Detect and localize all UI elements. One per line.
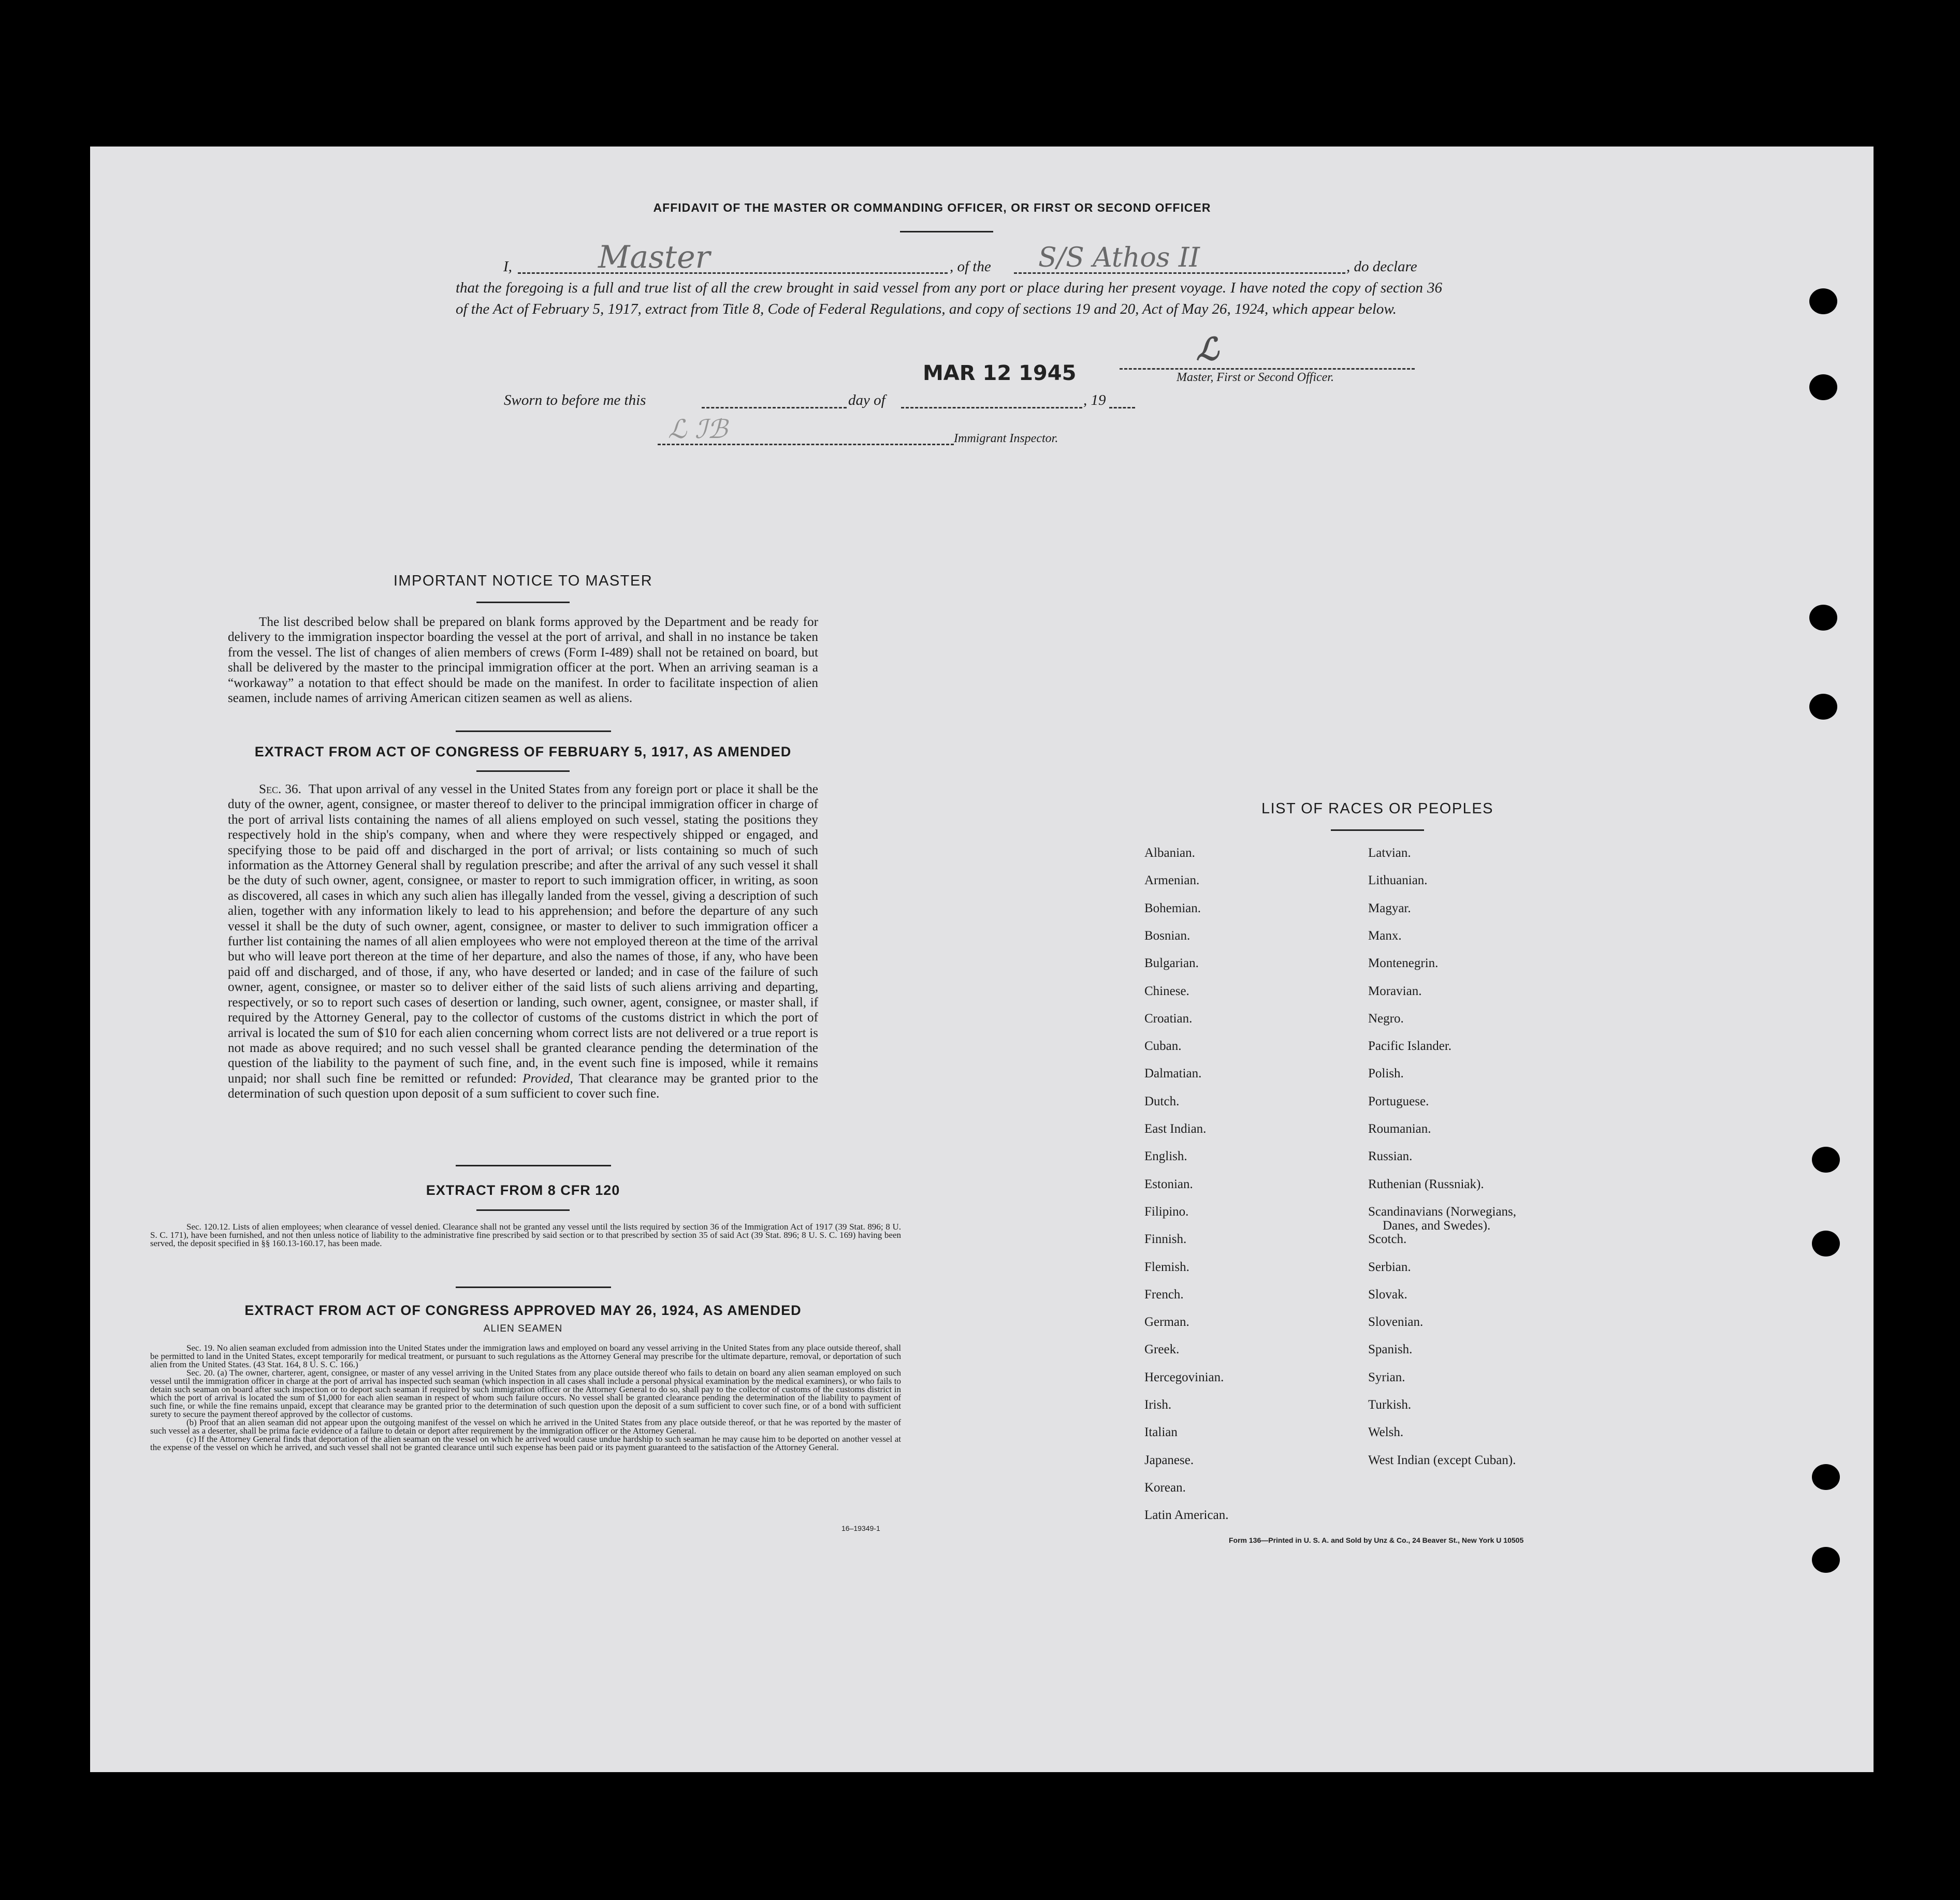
extract-1924-body (150, 1344, 901, 1452)
section-20c-text: (c) If the Attorney General finds that deportation of the alien seaman on the vessel on which he arrived would cause undue hardship to such seaman he may cause him to be deported on another vessel at the expense of the vessel on which he arrived, and such vessel shall not be granted clearance until such expense has been paid or its payment guaranteed to the satisfaction of the Attorney General. (150, 1434, 901, 1452)
race-item: Bosnian. (1144, 928, 1190, 943)
section-19-text: Sec. 19. No alien seaman excluded from admission into the United States under the immigration laws and employed on board any vessel arriving in the United States from any place outside thereof, shall be permitted to land in the United States, except temporarily for medical treatment, or pursuant to such regulations as the Attorney General may prescribe for the ultimate departure, removal, or deportation of such alien from the United States. (43 Stat. 164, 8 U. S. C. 166.) (150, 1343, 901, 1369)
race-item: Flemish. (1144, 1260, 1189, 1274)
race-item: Lithuanian. (1368, 873, 1428, 888)
sworn-year-line (1109, 407, 1135, 408)
race-item: Latin American. (1144, 1508, 1229, 1523)
provided-word: Provided, (522, 1071, 573, 1086)
extract-1917-rule (476, 770, 570, 772)
race-item: Russian. (1368, 1149, 1413, 1164)
cfr-bottom-rule (456, 1287, 611, 1288)
punch-hole (1812, 1231, 1840, 1256)
affidavit-body: that the foregoing is a full and true list of all the crew brought in said vessel from any port or place during her present voyage. I have noted the copy of section 36 of the Act of February 5, 1917, extract from Title 8, Code of Federal Regulations, and copy of sections 19 and 20, Act of May 26, 1924, which appear below. (456, 280, 1442, 317)
race-item: Slovak. (1368, 1287, 1407, 1302)
cfr-body: Sec. 120.12. Lists of alien employees; when clearance of vessel denied. Clearance shall not be granted any vessel until the lists required by section 36 of the Immigration Act of 1917 (39 Stat. 896; 8 U. S. C. 171), have been furnished, and not then unless notice of liability to the administrative fine prescribed by said section or to that prescribed by section 35 of said Act (39 Stat. 896; 8 U. S. C. 169) having been served, the deposit specified in §§ 160.13-160.17, has been made. (150, 1222, 901, 1248)
race-item: Hercegovinian. (1144, 1370, 1224, 1384)
race-item: Welsh. (1368, 1425, 1404, 1440)
cfr-rule (476, 1209, 570, 1211)
race-item: Manx. (1368, 928, 1402, 943)
race-item: Dalmatian. (1144, 1066, 1202, 1081)
race-item: Croatian. (1144, 1011, 1193, 1026)
race-item: Scandinavians (Norwegians, (1368, 1204, 1517, 1219)
race-item: West Indian (except Cuban). (1368, 1453, 1516, 1467)
punch-hole (1809, 288, 1837, 314)
extract-1917-body (228, 782, 818, 1102)
section-36-label: Sec. 36. (259, 782, 301, 796)
race-item: Negro. (1368, 1011, 1404, 1026)
extract-1924-title: EXTRACT FROM ACT OF CONGRESS APPROVED MAY 26, 1924, AS AMENDED (244, 1303, 802, 1318)
race-item: Greek. (1144, 1342, 1180, 1357)
races-rule (1331, 829, 1424, 831)
extract-1917-title: EXTRACT FROM ACT OF CONGRESS OF FEBRUARY 5, 1917, AS AMENDED (254, 744, 792, 759)
section-36-text: That upon arrival of any vessel in the United States from any foreign port or place it shall be the duty of the owner, agent, consignee, or master thereof to deliver to the principal immigration officer in charge of the port of arrival lists containing the names of all aliens employed on such vessel, stating the positions they respectively hold in the ship's company, when and where they were respectively shipped or engaged, and specifying those to be paid off and discharged in the port of arrival; or lists containing so much of such information as the Attorney General shall by regulation prescribe; and after the arrival of any such vessel it shall be the duty of such owner, agent, consignee, or master to report to such immigration officer, in writing, as soon as discovered, all cases in which any such alien has illegally landed from the vessel, giving a description of such alien, together with any information likely to lead to his apprehension; and before the departure of any such vessel it shall be the duty of such owner, agent, consignee, or master to deliver to such immigration officer a further list containing the names of all alien employees who were not employed thereon at the time of the arrival but who will leave port thereon at the time of her departure, and also the names of those, if any, who have been paid off and discharged, and of those, if any, who have deserted or landed; and in case of the failure of such owner, agent, consignee, or master so to deliver either of the said lists of such aliens arriving and departing, respectively, or so to report such cases of desertion or landing, such owner, agent, consignee, or master shall, if required by the Attorney General, pay to the collector of customs of the customs district in which the port of arrival is located the sum of $10 for each alien concerning whom correct lists are not delivered or a true report is not made as above required; and no such vessel shall be granted clearance pending the determination of the question of the liability to the payment of such fine, and, in the event such fine is imposed, while it remains unpaid; nor shall such fine be remitted or refunded: (228, 782, 818, 1086)
race-item: Filipino. (1144, 1204, 1189, 1219)
title-rule (900, 231, 993, 232)
race-item: Slovenian. (1368, 1315, 1424, 1329)
race-item: Turkish. (1368, 1398, 1412, 1412)
notice-rule (476, 602, 570, 603)
race-item: Serbian. (1368, 1260, 1411, 1274)
race-item: Portuguese. (1368, 1094, 1429, 1108)
signature-caption: Master, First or Second Officer. (1177, 371, 1334, 384)
section-20b-text: (b) Proof that an alien seaman did not appear upon the outgoing manifest of the vessel on which he arrived in the United States from any place outside thereof, or that he was reported by the master of such vessel as a deserter, shall be prima facie evidence of a failure to detain or deport after requirement by the immigration officer or the Attorney General. (150, 1417, 901, 1436)
notice-title: IMPORTANT NOTICE TO MASTER (393, 573, 653, 589)
cfr-title: EXTRACT FROM 8 CFR 120 (426, 1182, 620, 1198)
races-title: LIST OF RACES OR PEOPLES (1261, 800, 1494, 817)
handwritten-vessel: S/S Athos II (1038, 242, 1200, 273)
date-stamp: MAR 12 1945 (923, 361, 1077, 385)
inspector-signature: ℒ ℐℬ (668, 414, 728, 444)
notice-body: The list described below shall be prepared on blank forms approved by the Department and be ready for delivery to the immigration inspector boarding the vessel at the port of arrival, and shall in no instance be taken from the vessel. The list of changes of alien members of crews (Form I-489) shall not be retained on board, but shall be delivered by the master to the principal immigration officer at the port. When an arriving seaman is a “workaway” a notation to that effect should be made on the manifest. In order to facilitate inspection of alien seamen, include names of arriving American citizen seamen as well as aliens. (228, 615, 818, 706)
race-item: Chinese. (1144, 984, 1189, 998)
name-line (518, 272, 948, 274)
notice-bottom-rule (456, 730, 611, 732)
punch-hole (1809, 605, 1837, 631)
affidavit-i-label: I, (503, 258, 512, 275)
section-36-end: That clearance may be granted prior to the determination of such question upon deposit of a sum sufficient to cover such fine. (228, 1071, 819, 1101)
race-item: Montenegrin. (1368, 956, 1439, 971)
race-item: Magyar. (1368, 901, 1411, 915)
section-20a-text: Sec. 20. (a) The owner, charterer, agent, consignee, or master of any vessel arriving in the United States from any place outside thereof who fails to detain on board any alien seaman employed on such vessel until the immigration officer in charge at the port of arrival has inspected such seaman (which inspection in all cases shall include a personal physical examination by the medical examiners), or who fails to detain such seaman on board after such inspection or to deport such seaman if required by such immigration officer or the Attorney General to do so, shall pay to the collector of customs of the customs district in which the port of arrival is located the sum of $1,000 for each alien seaman in respect of whom such failure occurs. No vessel shall be granted clearance pending the determination of the liability to payment of such fine, or while the fine remains unpaid, except that clearance may be granted prior to the determination of such question upon the deposit of a sum sufficient to cover such fine, or of a bond with sufficient surety to secure the payment thereof approved by the collector of customs. (150, 1368, 901, 1419)
inspector-caption: Immigrant Inspector. (954, 432, 1058, 445)
race-item: Roumanian. (1368, 1122, 1431, 1136)
print-code: 16–19349-1 (841, 1524, 880, 1532)
race-item: Cuban. (1144, 1039, 1182, 1054)
race-item: Polish. (1368, 1066, 1404, 1081)
punch-hole (1812, 1147, 1840, 1173)
punch-hole (1812, 1464, 1840, 1490)
extract-1917-bottom-rule (456, 1165, 611, 1166)
year-label: , 19 (1083, 392, 1106, 408)
punch-hole (1812, 1547, 1840, 1573)
race-item: Japanese. (1144, 1453, 1194, 1467)
race-item: Spanish. (1368, 1342, 1413, 1357)
form-footer: Form 136—Printed in U. S. A. and Sold by Unz & Co., 24 Beaver St., New York U 10505 (1229, 1536, 1524, 1544)
affidavit-title: AFFIDAVIT OF THE MASTER OR COMMANDING OFFICER, OR FIRST OR SECOND OFFICER (653, 201, 1211, 214)
race-item: Moravian. (1368, 984, 1422, 998)
race-item: Latvian. (1368, 846, 1411, 860)
race-item: Ruthenian (Russniak). (1368, 1177, 1484, 1191)
sworn-day-line (702, 407, 847, 408)
signature-line (1120, 368, 1415, 370)
handwritten-name: Master (598, 239, 710, 275)
race-item: Albanian. (1144, 846, 1195, 860)
affidavit-of-the-label: , of the (950, 258, 991, 275)
sworn-label: Sworn to before me this (504, 392, 646, 408)
alien-seamen-subtitle: ALIEN SEAMEN (483, 1323, 563, 1334)
race-item: East Indian. (1144, 1122, 1207, 1136)
race-item: Danes, and Swedes). (1383, 1218, 1491, 1233)
race-item: Armenian. (1144, 873, 1200, 888)
race-item: German. (1144, 1315, 1189, 1329)
day-of-label: day of (848, 392, 885, 408)
race-item: Finnish. (1144, 1232, 1187, 1247)
punch-hole (1809, 374, 1837, 400)
race-item: Korean. (1144, 1480, 1186, 1495)
race-item: French. (1144, 1287, 1184, 1302)
race-item: English. (1144, 1149, 1187, 1164)
inspector-line (658, 444, 954, 445)
sworn-month-line (901, 407, 1082, 408)
race-item: Irish. (1144, 1398, 1172, 1412)
race-item: Scotch. (1368, 1232, 1407, 1247)
race-item: Syrian. (1368, 1370, 1405, 1384)
race-item: Estonian. (1144, 1177, 1193, 1191)
race-item: Bulgarian. (1144, 956, 1199, 971)
master-signature: ℒ (1196, 331, 1219, 368)
race-item: Dutch. (1144, 1094, 1180, 1108)
race-item: Italian (1144, 1425, 1178, 1440)
affidavit-do-declare-label: , do declare (1346, 258, 1417, 275)
race-item: Bohemian. (1144, 901, 1201, 915)
race-item: Pacific Islander. (1368, 1039, 1452, 1054)
punch-hole (1809, 694, 1837, 720)
